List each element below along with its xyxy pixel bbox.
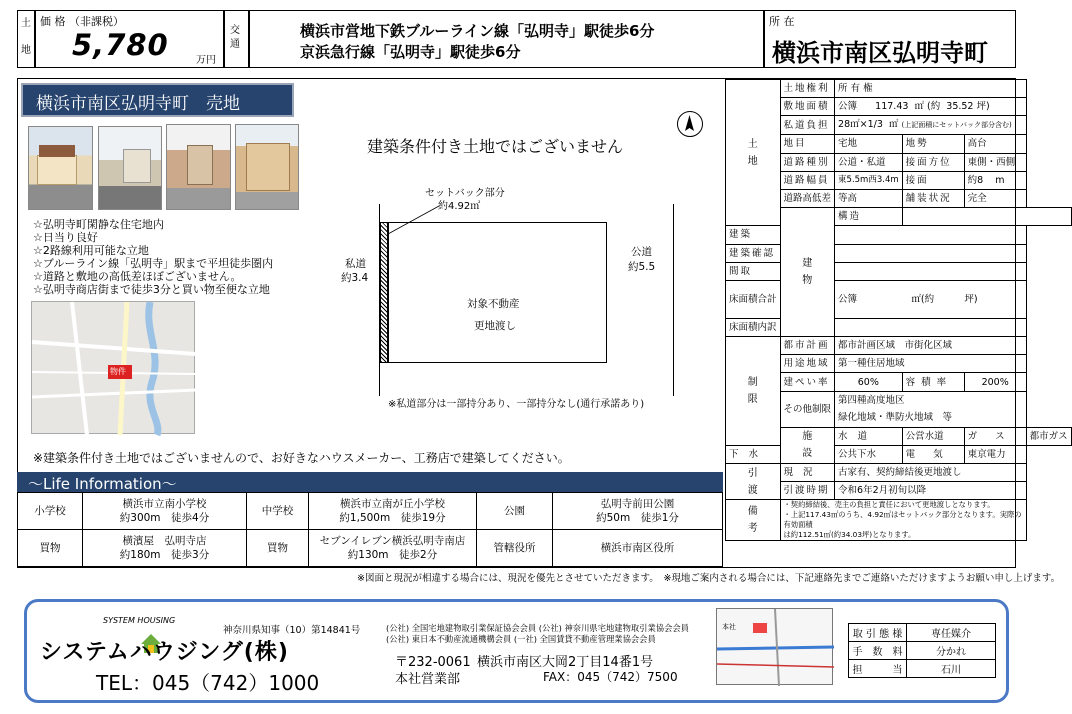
spec-label: 道路幅員 xyxy=(780,171,835,189)
company-license: 神奈川県知事（10）第14841号 xyxy=(223,625,361,636)
building-category: 建 物 xyxy=(780,208,835,337)
feature-1: ☆弘明寺町閑静な住宅地内 xyxy=(33,218,164,231)
feature-5: ☆道路と敷地の高低差ほぼございません。 xyxy=(33,270,242,283)
life-cell: 横浜市立南が丘小学校 約1,500m 徒歩19分 xyxy=(309,493,477,530)
spec-value: 完全 xyxy=(964,189,1026,207)
deal-fee-label: 手 数 料 xyxy=(849,642,907,660)
transport-label-bottom: 通 xyxy=(230,39,240,50)
spec-label: 土地権利 xyxy=(780,80,835,98)
company-fax: FAX：045（742）7500 xyxy=(543,670,678,684)
private-road-label: 私道 xyxy=(345,258,366,270)
price-value: 5,780 xyxy=(72,28,169,62)
spec-label: 建築確認 xyxy=(726,244,781,262)
spec-label: 道路高低差 xyxy=(780,189,835,207)
spec-label: 建築 xyxy=(726,226,781,244)
life-cell: 公園 xyxy=(477,493,553,530)
road-line-right xyxy=(673,204,674,396)
area-value: 公簿 117.43 ㎡ (約 35.52 坪) xyxy=(835,98,1027,116)
delivery-category: 引 渡 xyxy=(726,464,781,500)
deal-type-label: 取 引 態 様 xyxy=(849,624,907,642)
deal-type-value: 専任媒介 xyxy=(907,624,996,642)
company-office: 本社営業部 xyxy=(395,672,461,687)
photo-4 xyxy=(235,124,299,210)
land-label-bottom: 地 xyxy=(21,45,31,56)
life-cell: 小学校 xyxy=(18,493,83,530)
company-postal: 〒232-0061 xyxy=(395,655,471,670)
public-road-label: 公道 xyxy=(631,246,652,258)
transport-line-1: 横浜市営地下鉄ブルーライン線「弘明寺」駅徒歩6分 xyxy=(300,22,655,40)
spec-label: 床面積合計 xyxy=(726,280,781,318)
location-value: 横浜市南区弘明寺町 xyxy=(772,39,988,67)
remarks-text: ・契約締結後、売主の負担と責任において更地渡しとなります。 ・上記117.43㎡のうち、4.92㎡はセットバック部分となります。実際の有効面積 は約112.51㎡(約34.03坪)となります。 xyxy=(780,500,1026,541)
spec-value xyxy=(835,262,1027,280)
company-assoc-2: (公社) 東日本不動産流通機構会員 (一社) 全国賃貸不動産管理業協会会員 xyxy=(386,634,656,644)
company-assoc-1: (公社) 全国宅地建物取引業保証協会会員 (公社) 神奈川県宅地建物取引業協会会員 xyxy=(386,623,689,633)
spec-value: 東側・西側 xyxy=(964,153,1026,171)
spec-value: 所 有 権 xyxy=(835,80,1027,98)
spec-label: 接面 xyxy=(902,171,964,189)
deal-fee-value: 分かれ xyxy=(907,642,996,660)
spec-label: 用途地域 xyxy=(780,355,835,373)
logo-small-text: SYSTEM HOUSING xyxy=(103,616,176,625)
spec-value: 古家有、契約締結後更地渡し xyxy=(835,464,1027,482)
setback-label: セットバック部分 xyxy=(425,188,505,199)
location-label: 所 在 xyxy=(769,15,795,28)
spec-value xyxy=(902,208,1071,226)
plan-note: ※私道部分は一部持分あり、一部持分なし(通行承諾あり) xyxy=(388,399,645,410)
photo-3 xyxy=(166,124,231,210)
floor-total-value: 公簿 ㎡(約 坪) xyxy=(835,280,1027,318)
spec-value: 第一種住居地域 xyxy=(835,355,1027,373)
price-unit: 万円 xyxy=(196,55,216,66)
spec-value: 公営水道 xyxy=(902,427,964,445)
life-cell: 中学校 xyxy=(247,493,309,530)
spec-value: 高台 xyxy=(964,135,1026,153)
spec-label: 水道 xyxy=(835,427,903,445)
spec-label: 下水 xyxy=(726,445,781,463)
spec-label: 電気 xyxy=(902,445,964,463)
spec-value: 都市ガス xyxy=(1026,427,1071,445)
spec-label: 間取 xyxy=(726,262,781,280)
remarks-category: 備 考 xyxy=(726,500,781,541)
spec-label: 地目 xyxy=(780,135,835,153)
company-address: 横浜市南区大岡2丁目14番1号 xyxy=(477,655,654,670)
spec-value: 公道・私道 xyxy=(835,153,903,171)
spec-label: 構造 xyxy=(835,208,903,226)
limit-category: 制 限 xyxy=(726,337,781,446)
spec-value: 東京電力 xyxy=(964,445,1026,463)
deal-table xyxy=(848,623,996,678)
life-cell: 横浜市立南小学校 約300m 徒歩4分 xyxy=(83,493,247,530)
notice-text: ※建築条件付き土地ではございませんので、お好きなハウスメーカー、工務店で建築してください。 xyxy=(33,451,570,465)
spec-value xyxy=(835,226,1027,244)
map-marker-label: 物件 xyxy=(110,367,126,376)
logo-main: システムハウジング(株) xyxy=(40,640,289,665)
company-map xyxy=(716,608,833,685)
spec-label: 敷地面積 xyxy=(780,98,835,116)
spec-label: その他制限 xyxy=(780,391,835,427)
other-limit-value: 第四種高度地区 緑化地域・準防火地域 等 xyxy=(835,391,1027,427)
spec-value: 60% xyxy=(835,373,903,391)
life-cell: 横濱屋 弘明寺店 約180m 徒歩3分 xyxy=(83,530,247,567)
spec-label: 地勢 xyxy=(902,135,964,153)
life-cell: セブンイレブン横浜弘明寺南店 約130m 徒歩2分 xyxy=(309,530,477,567)
spec-label: 建ぺい率 xyxy=(780,373,835,391)
property-label: 対象不動産 xyxy=(467,298,520,310)
photo-1 xyxy=(28,126,93,210)
spec-label: 現況 xyxy=(780,464,835,482)
life-cell: 買物 xyxy=(247,530,309,567)
road-face-value: 約8 m xyxy=(964,171,1026,189)
setback-area: 約4.92㎡ xyxy=(438,201,481,212)
spec-value: 都市計画区域 市街化区域 xyxy=(835,337,1027,355)
life-cell: 買物 xyxy=(18,530,83,567)
footer-notes: ※図面と現況が相違する場合には、現況を優先とさせていただきます。 ※現地ご案内される場合には、下記連絡先までご連絡いただけますようお願い申し上げます。 xyxy=(357,573,1061,584)
land-label-top: 土 xyxy=(21,18,31,29)
feature-3: ☆2路線利用可能な立地 xyxy=(33,244,149,257)
spec-value: 等高 xyxy=(835,189,903,207)
deal-person-label: 担 当 xyxy=(849,660,907,678)
price-label: 価 格 （非課税） xyxy=(40,15,124,28)
spec-label: 道路種別 xyxy=(780,153,835,171)
spec-value xyxy=(835,318,1027,336)
north-arrow-icon xyxy=(677,111,703,137)
deal-person-value: 石川 xyxy=(907,660,996,678)
facility-category: 施 設 xyxy=(780,427,835,463)
feature-2: ☆日当り良好 xyxy=(33,231,98,244)
spec-table xyxy=(725,79,1072,541)
photo-2 xyxy=(98,126,162,210)
spec-value: 宅地 xyxy=(835,135,903,153)
spec-value: 東5.5m西3.4m xyxy=(835,171,903,189)
spec-label: 都市計画 xyxy=(780,337,835,355)
property-status: 更地渡し xyxy=(474,320,516,332)
transport-line-2: 京浜急行線「弘明寺」駅徒歩6分 xyxy=(300,43,521,61)
spec-label: 引渡時期 xyxy=(780,482,835,500)
transport-label-top: 交 xyxy=(230,25,240,36)
public-road-width: 約5.5 xyxy=(628,261,656,273)
spec-label: 接面方位 xyxy=(902,153,964,171)
spec-label: 私道負担 xyxy=(780,116,835,135)
land-category: 土 地 xyxy=(726,80,781,226)
spec-label: 舗装状況 xyxy=(902,189,964,207)
spec-label: 床面積内訳 xyxy=(726,318,781,336)
feature-6: ☆弘明寺商店街まで徒歩3分と買い物至便な立地 xyxy=(33,283,270,296)
setback-strip xyxy=(380,222,388,363)
plan-heading: 建築条件付き土地ではございません xyxy=(367,137,624,156)
private-road-width: 約3.4 xyxy=(341,272,369,284)
life-info-title: ～Life Information～ xyxy=(28,475,177,493)
life-cell: 管轄役所 xyxy=(477,530,553,567)
spec-value xyxy=(835,244,1027,262)
life-cell: 横浜市南区役所 xyxy=(553,530,723,567)
feature-4: ☆ブルーライン線「弘明寺」駅まで平坦徒歩圏内 xyxy=(33,257,274,270)
life-info-table xyxy=(17,492,723,567)
listing-title: 横浜市南区弘明寺町 売地 xyxy=(36,94,240,114)
property-lot[interactable] xyxy=(388,222,607,363)
private-value: 28㎡×1/3 ㎡ (上記面積にセットバック部分含む) xyxy=(835,116,1027,135)
spec-label: 容積率 xyxy=(902,373,964,391)
spec-value: 令和6年2月初旬以降 xyxy=(835,482,1027,500)
life-cell: 弘明寺前田公園 約50m 徒歩1分 xyxy=(553,493,723,530)
spec-label: ガス xyxy=(964,427,1026,445)
company-tel[interactable]: TEL：045（742）1000 xyxy=(96,671,320,695)
spec-value: 200% xyxy=(964,373,1026,391)
spec-value: 公共下水 xyxy=(835,445,903,463)
company-map-label: 本社 xyxy=(722,623,736,631)
